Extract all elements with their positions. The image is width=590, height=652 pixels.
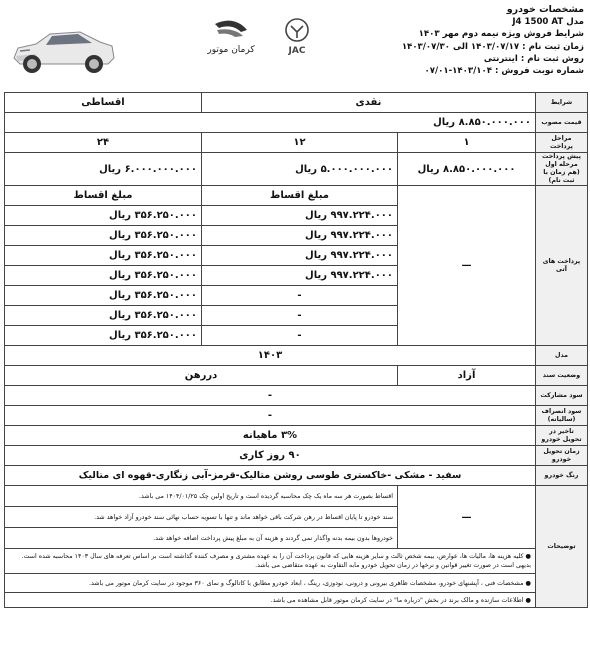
inst24-7: ۳۵۶.۲۵۰.۰۰۰ ریال (5, 326, 202, 346)
general-note-2: ● مشخصات فنی ، آپشنهای خودرو، مشخصات ظاهری بیرونی و درونی، نودوزی، رینگ ، ابعاد خودرو مطابق با کاتالوگ و نمای ۳۶۰ موجود در سایت کرمان موتور می باشد. (5, 574, 536, 593)
cash-note: — (398, 486, 536, 549)
header-terms: شرایط فروش ویژه نیمه دوم مهر ۱۴۰۳ (418, 29, 584, 40)
brand-logos (205, 16, 325, 62)
cash-header: نقدی (202, 93, 536, 113)
inst-note-2: سند خودرو تا پایان اقساط در رهن شرکت باقی خواهد ماند و تنها با تسویه حساب نهائی سند خودرو آزاد خواهد شد. (5, 507, 398, 528)
label-stages: مراحل پرداخت (536, 133, 588, 153)
doc-installment: دررهن (5, 366, 398, 386)
delivery-value: ۹۰ روز کاری (5, 446, 536, 466)
inst-header-12: مبلغ اقساط (202, 186, 398, 206)
price-table (4, 92, 588, 608)
inst24-4: ۳۵۶.۲۵۰.۰۰۰ ریال (5, 266, 202, 286)
inst12-7: - (202, 326, 398, 346)
partnership-value: - (5, 386, 536, 406)
label-future: پرداخت های آتی (536, 186, 588, 346)
installment-header: اقساطی (5, 93, 202, 113)
inst-header-24: مبلغ اقساط (5, 186, 202, 206)
penalty-value: - (5, 406, 536, 426)
inst24-1: ۳۵۶.۲۵۰.۰۰۰ ریال (5, 206, 202, 226)
inst24-5: ۳۵۶.۲۵۰.۰۰۰ ریال (5, 286, 202, 306)
label-first-payment: مرحله اول (هم زمان با ثبت نام) (543, 161, 580, 184)
header-model: مدل J4 1500 AT (512, 17, 584, 28)
jac-logo (286, 19, 308, 56)
stage-12: ۱۲ (202, 133, 398, 153)
inst12-5: - (202, 286, 398, 306)
inst12-1: ۹۹۷.۲۲۴.۰۰۰ ریال (202, 206, 398, 226)
color-value: سفید - مشکی -خاکستری طوسی روشن متالیک-قرمز-آبی زنگاری-قهوه ای متالیک (5, 466, 536, 486)
general-note-2-text: مشخصات فنی ، آپشنهای خودرو، مشخصات ظاهری بیرونی و درونی، نودوزی، رینگ ، ابعاد خودرو مطابق با کاتالوگ و نمای ۳۶۰ موجود در سایت کرمان موتور می باشد. (88, 579, 524, 587)
first-payment-cash: ۸.۸۵۰.۰۰۰.۰۰۰ ریال (398, 153, 536, 186)
header-text (284, 4, 584, 77)
inst-note-1: اقساط بصورت هر سه ماه یک چک محاسبه گردیده است و تاریخ اولین چک ۱۴۰۴/۰۱/۲۵ می باشد. (5, 486, 398, 507)
car-image (8, 14, 118, 84)
first-payment-24: ۶.۰۰۰.۰۰۰.۰۰۰ ریال (5, 153, 202, 186)
label-model: مدل (536, 346, 588, 366)
jac-logo-text: JAC (288, 46, 306, 56)
general-note-3: ● اطلاعات سازنده و مالک برند در بخش "درباره ما" در سایت کرمان موتور قابل مشاهده می باشد. (5, 593, 536, 608)
stage-cash: ۱ (398, 133, 536, 153)
label-terms: شرایط (536, 93, 588, 113)
label-prepay (536, 153, 588, 186)
header-sale-no: شماره نوبت فروش : ۱۴۰۳/۱۰۴-۰۷/۰۱ (424, 66, 584, 77)
general-note-1: ● کلیه هزینه ها، مالیات ها، عوارض، بیمه شخص ثالث و سایر هزینه هایی که قانون پرداخت آن را به عهده مشتری و مصرف کننده گذاشته است بر اساس تعرفه های سال ۱۴۰۳ محاسبه شده است. بدیهی است در صورت تغییر قوانین و نرخها در زمان تحویل خودرو مابه التفاوت به عهده متقاضی می باشد. (5, 549, 536, 574)
model-value: ۱۴۰۳ (5, 346, 536, 366)
kerman-logo-text: کرمان موتور (207, 45, 255, 55)
cash-future: — (398, 186, 536, 346)
label-notes: توضیحات (536, 486, 588, 608)
label-delay: تاخیر در تحویل خودرو (536, 426, 588, 446)
stage-24: ۲۴ (5, 133, 202, 153)
general-note-3-text: اطلاعات سازنده و مالک برند در بخش "درباره ما" در سایت کرمان موتور قابل مشاهده می باشد. (270, 596, 524, 604)
label-price: قیمت مصوب (536, 113, 588, 133)
label-delivery: زمان تحویل خودرو (536, 446, 588, 466)
inst12-6: - (202, 306, 398, 326)
label-doc-status: وضعیت سند (536, 366, 588, 386)
inst12-4: ۹۹۷.۲۲۴.۰۰۰ ریال (202, 266, 398, 286)
price-value: ۸.۸۵۰.۰۰۰.۰۰۰ ریال (5, 113, 536, 133)
header-reg-time: زمان ثبت نام : ۱۴۰۳/۰۷/۱۷ الی ۱۴۰۳/۰۷/۳۰ (401, 41, 584, 52)
doc-cash: آزاد (398, 366, 536, 386)
inst24-6: ۳۵۶.۲۵۰.۰۰۰ ریال (5, 306, 202, 326)
delay-value: ۳% ماهیانه (5, 426, 536, 446)
general-note-1-text: کلیه هزینه ها، مالیات ها، عوارض، بیمه شخص ثالث و سایر هزینه هایی که قانون پرداخت آن را به عهده مشتری و مصرف کننده گذاشته است بر اساس تعرفه های سال ۱۴۰۳ محاسبه شده است. بدیهی است در صورت تغییر قوانین و نرخها در زمان تحویل خودرو مابه التفاوت به عهده متقاضی می باشد. (21, 553, 531, 569)
label-color: رنگ خودرو (536, 466, 588, 486)
inst24-2: ۳۵۶.۲۵۰.۰۰۰ ریال (5, 226, 202, 246)
kerman-motor-logo (206, 21, 255, 55)
label-penalty: سود انصراف (سالیانه) (536, 406, 588, 426)
inst12-2: ۹۹۷.۲۲۴.۰۰۰ ریال (202, 226, 398, 246)
first-payment-12: ۵.۰۰۰.۰۰۰.۰۰۰ ریال (202, 153, 398, 186)
header (0, 0, 590, 92)
label-partnership: سود مشارکت (536, 386, 588, 406)
header-reg-method: روش ثبت نام : اینترنتی (483, 53, 584, 64)
header-title: مشخصات خودرو (506, 4, 584, 15)
inst12-3: ۹۹۷.۲۲۴.۰۰۰ ریال (202, 246, 398, 266)
label-prepay-text: پیش پرداخت (542, 153, 581, 160)
inst-note-3: خودروها بدون بیمه بدنه واگذار نمی گردند و هزینه آن به مبلغ پیش پرداخت اضافه خواهد شد. (5, 528, 398, 549)
inst24-3: ۳۵۶.۲۵۰.۰۰۰ ریال (5, 246, 202, 266)
